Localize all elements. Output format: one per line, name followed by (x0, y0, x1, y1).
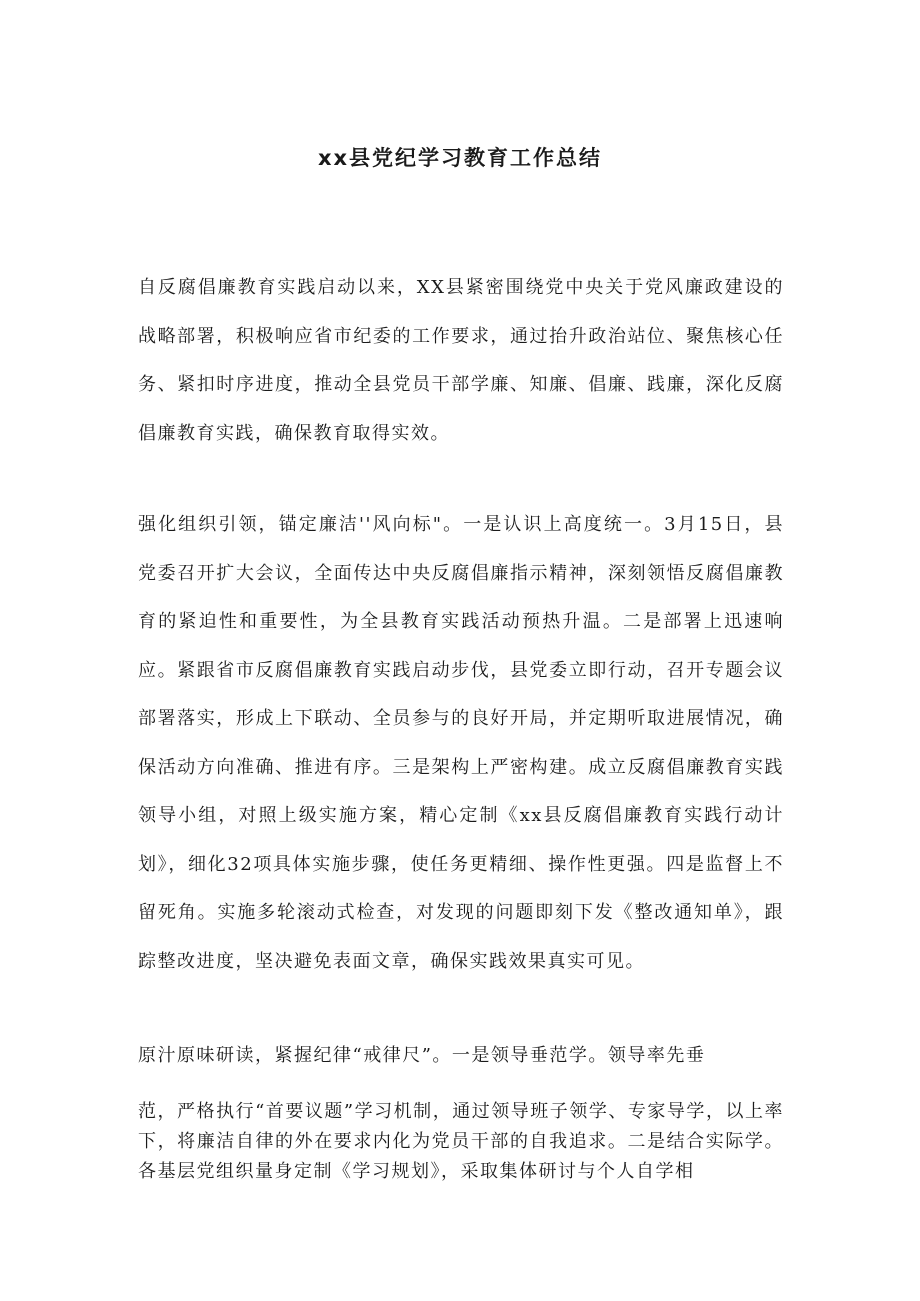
paragraph-organization: 强化组织引领，锚定廉洁''风向标"。一是认识上高度统一。3月15日，县党委召开扩大会议，全面传达中央反腐倡廉指示精神，深刻领悟反腐倡廉教育的紧迫性和重要性，为全县教育实践活动预热升温。二是部署上迅速响应。紧跟省市反腐倡廉教育实践启动步伐，县党委立即行动，召开专题会议部署落实，形成上下联动、全员参与的良好开局，并定期听取进展情况，确保活动方向准确、推进有序。三是架构上严密构建。成立反腐倡廉教育实践领导小组，对照上级实施方案，精心定制《xx县反腐倡廉教育实践行动计划》，细化32项具体实施步骤，使任务更精细、操作性更强。四是监督上不留死角。实施多轮滚动式检查，对发现的问题即刻下发《整改通知单》，跟踪整改进度，坚决避免表面文章，确保实践效果真实可见。 (138, 514, 784, 972)
paragraph-study-lead: 原汁原味研读，紧握纪律“戒律尺”。一是领导垂范学。领导率先垂 (138, 1045, 706, 1066)
paragraph-intro: 自反腐倡廉教育实践启动以来，XX县紧密围绕党中央关于党风廉政建设的战略部署，积极响应省市纪委的工作要求，通过抬升政治站位、聚焦核心任务、紧扣时序进度，推动全县党员干部学廉、知廉、倡廉、践廉，深化反腐倡廉教育实践，确保教育取得实效。 (138, 277, 784, 444)
paragraph-study-continued: 范，严格执行“首要议题”学习机制，通过领导班子领学、专家导学，以上率下，将廉洁自律的外在要求内化为党员干部的自我追求。二是结合实际学。各基层党组织量身定制《学习规划》，采取集体研讨与个人自学相 (138, 1101, 784, 1182)
document-title: xx县党纪学习教育工作总结 (317, 146, 603, 170)
